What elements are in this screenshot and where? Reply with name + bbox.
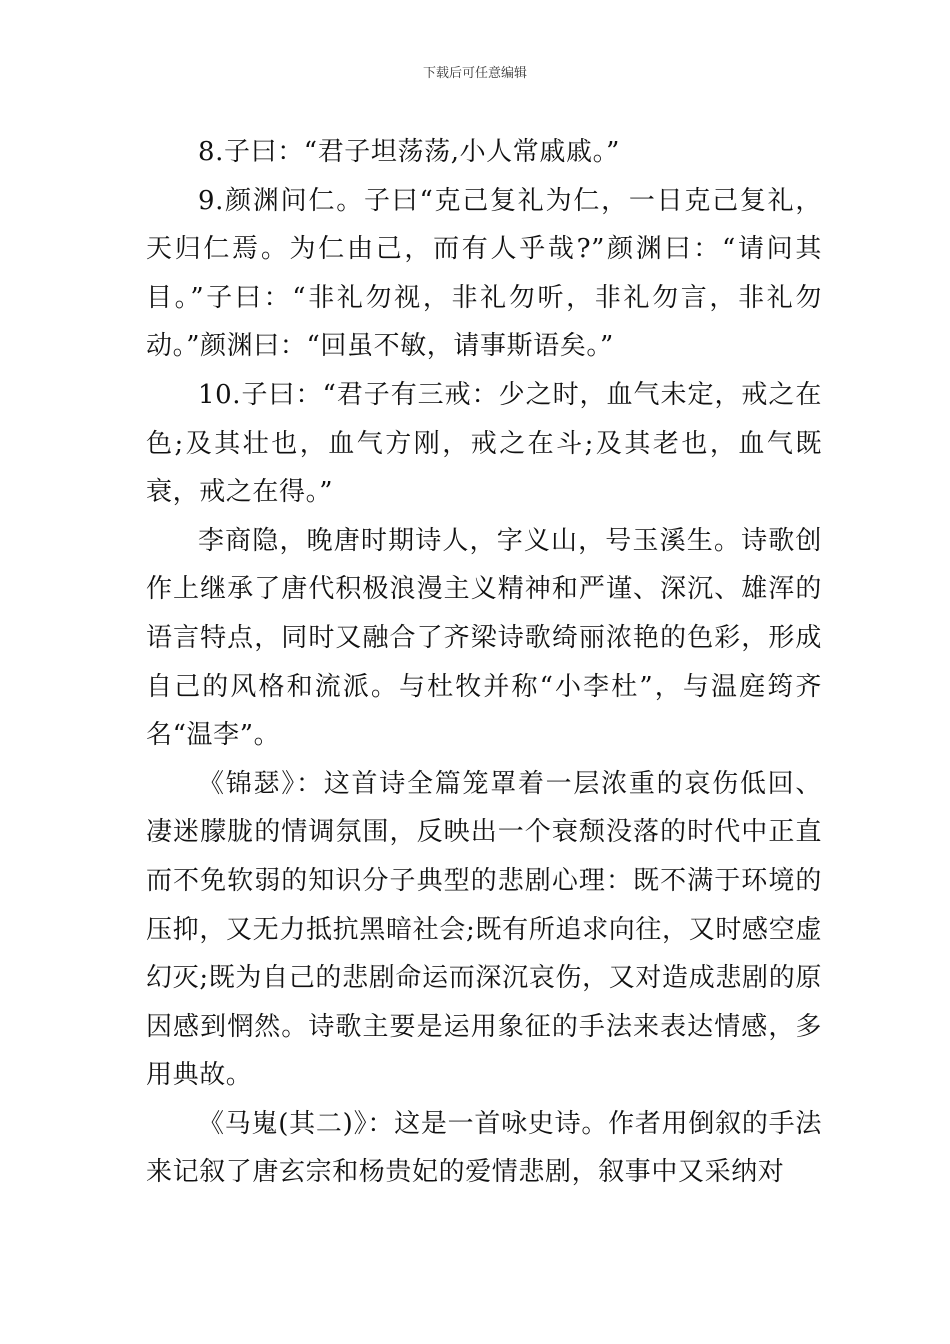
paragraph-analects-10: 10.子曰：“君子有三戒：少之时，血气未定，戒之在色;及其壮也，血气方刚，戒之在斗;及其老也，血气既衰，戒之在得。”	[146, 379, 822, 508]
paragraph-jinse: 《锦瑟》：这首诗全篇笼罩着一层浓重的哀伤低回、凄迷朦胧的情调氛围，反映出一个衰颓没落的时代中正直而不免软弱的知识分子典型的悲剧心理：既不满于环境的压抑，又无力抵抗黑暗社会;既有所追求向往，又时感空虚幻灭;既为自己的悲剧命运而深沉哀伤，又对造成悲剧的原因感到惘然。诗歌主要是运用象征的手法来表达情感，多用典故。	[146, 768, 822, 1091]
paragraph-analects-9: 9.颜渊问仁。子曰“克己复礼为仁，一日克己复礼，天归仁焉。为仁由己，而有人乎哉?”颜渊曰：“请问其目。”子曰：“非礼勿视，非礼勿听，非礼勿言，非礼勿动。”颜渊曰：“回虽不敏，请事斯语矣。”	[146, 185, 822, 362]
document-body	[146, 128, 822, 1197]
page-header: 下载后可任意编辑	[422, 66, 527, 81]
paragraph-analects-8: 8.子曰：“君子坦荡荡,小人常戚戚。”	[198, 137, 621, 167]
paragraph-mawei: 《马嵬(其二)》：这是一首咏史诗。作者用倒叙的手法来记叙了唐玄宗和杨贵妃的爱情悲剧，叙事中又采纳对	[146, 1108, 822, 1188]
paragraph-li-shangyin: 李商隐，晚唐时期诗人，字义山，号玉溪生。诗歌创作上继承了唐代积极浪漫主义精神和严谨、深沉、雄浑的语言特点，同时又融合了齐梁诗歌绮丽浓艳的色彩，形成自己的风格和流派。与杜牧并称“小李杜”，与温庭筠齐名“温李”。	[146, 525, 822, 751]
